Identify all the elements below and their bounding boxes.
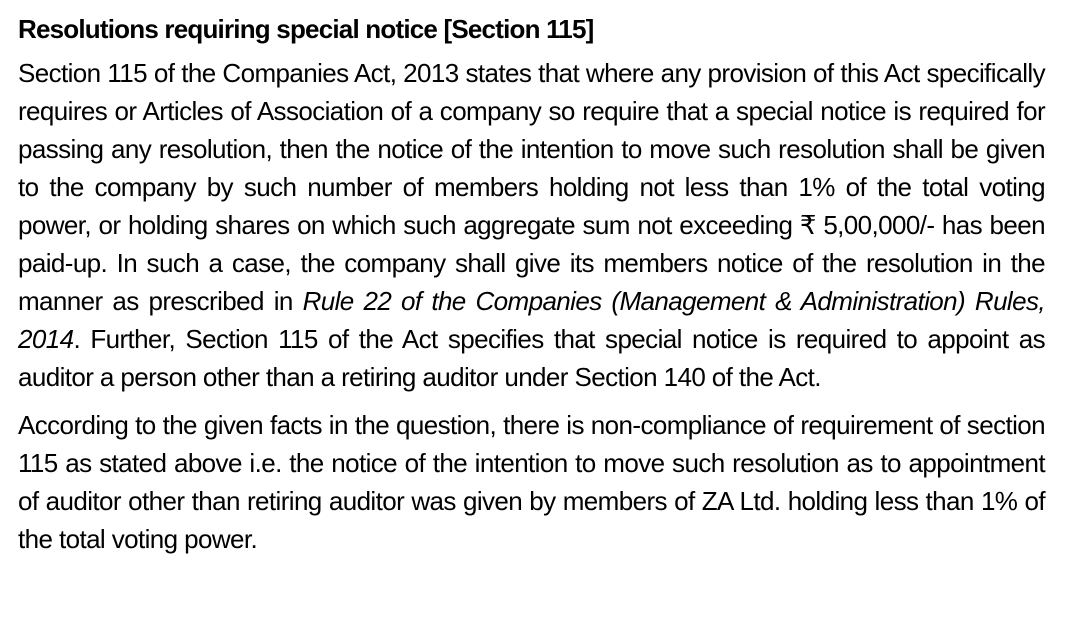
rule-22-reference: Rule 22 of the Companies (Management & Administration) Rules, 2014 — [18, 286, 1045, 354]
section-heading: Resolutions requiring special notice [Section 115] — [18, 14, 594, 44]
paragraph-1-text-part-2: . Further, Section 115 of the Act specifies that special notice is required to appoint as auditor a person other than a retiring auditor under Section 140 of the Act. — [18, 324, 1045, 392]
paragraph-conclusion: According to the given facts in the question, there is non-compliance of requirement of section 115 as stated above i.e. the notice of the intention to move such resolution as to appointment of auditor other than retiring auditor was given by members of ZA Ltd. holding less than 1% of the total voting power. — [18, 410, 1045, 554]
document-body — [18, 0, 1045, 558]
paragraph-1-text-part-1: Section 115 of the Companies Act, 2013 states that where any provision of this Act specifically requires or Articles of Association of a company so require that a special notice is required for passing any resolution, then the notice of the intention to move such resolution shall be given to the company by such number of members holding not less than 1% of the total voting power, or holding shares on which such aggregate sum not exceeding ₹ 5,00,000/- has been paid-up. In such a case, the company shall give its members notice of the resolution in the manner as prescribed in — [18, 58, 1045, 316]
paragraph-section-115-provision — [18, 54, 1045, 396]
